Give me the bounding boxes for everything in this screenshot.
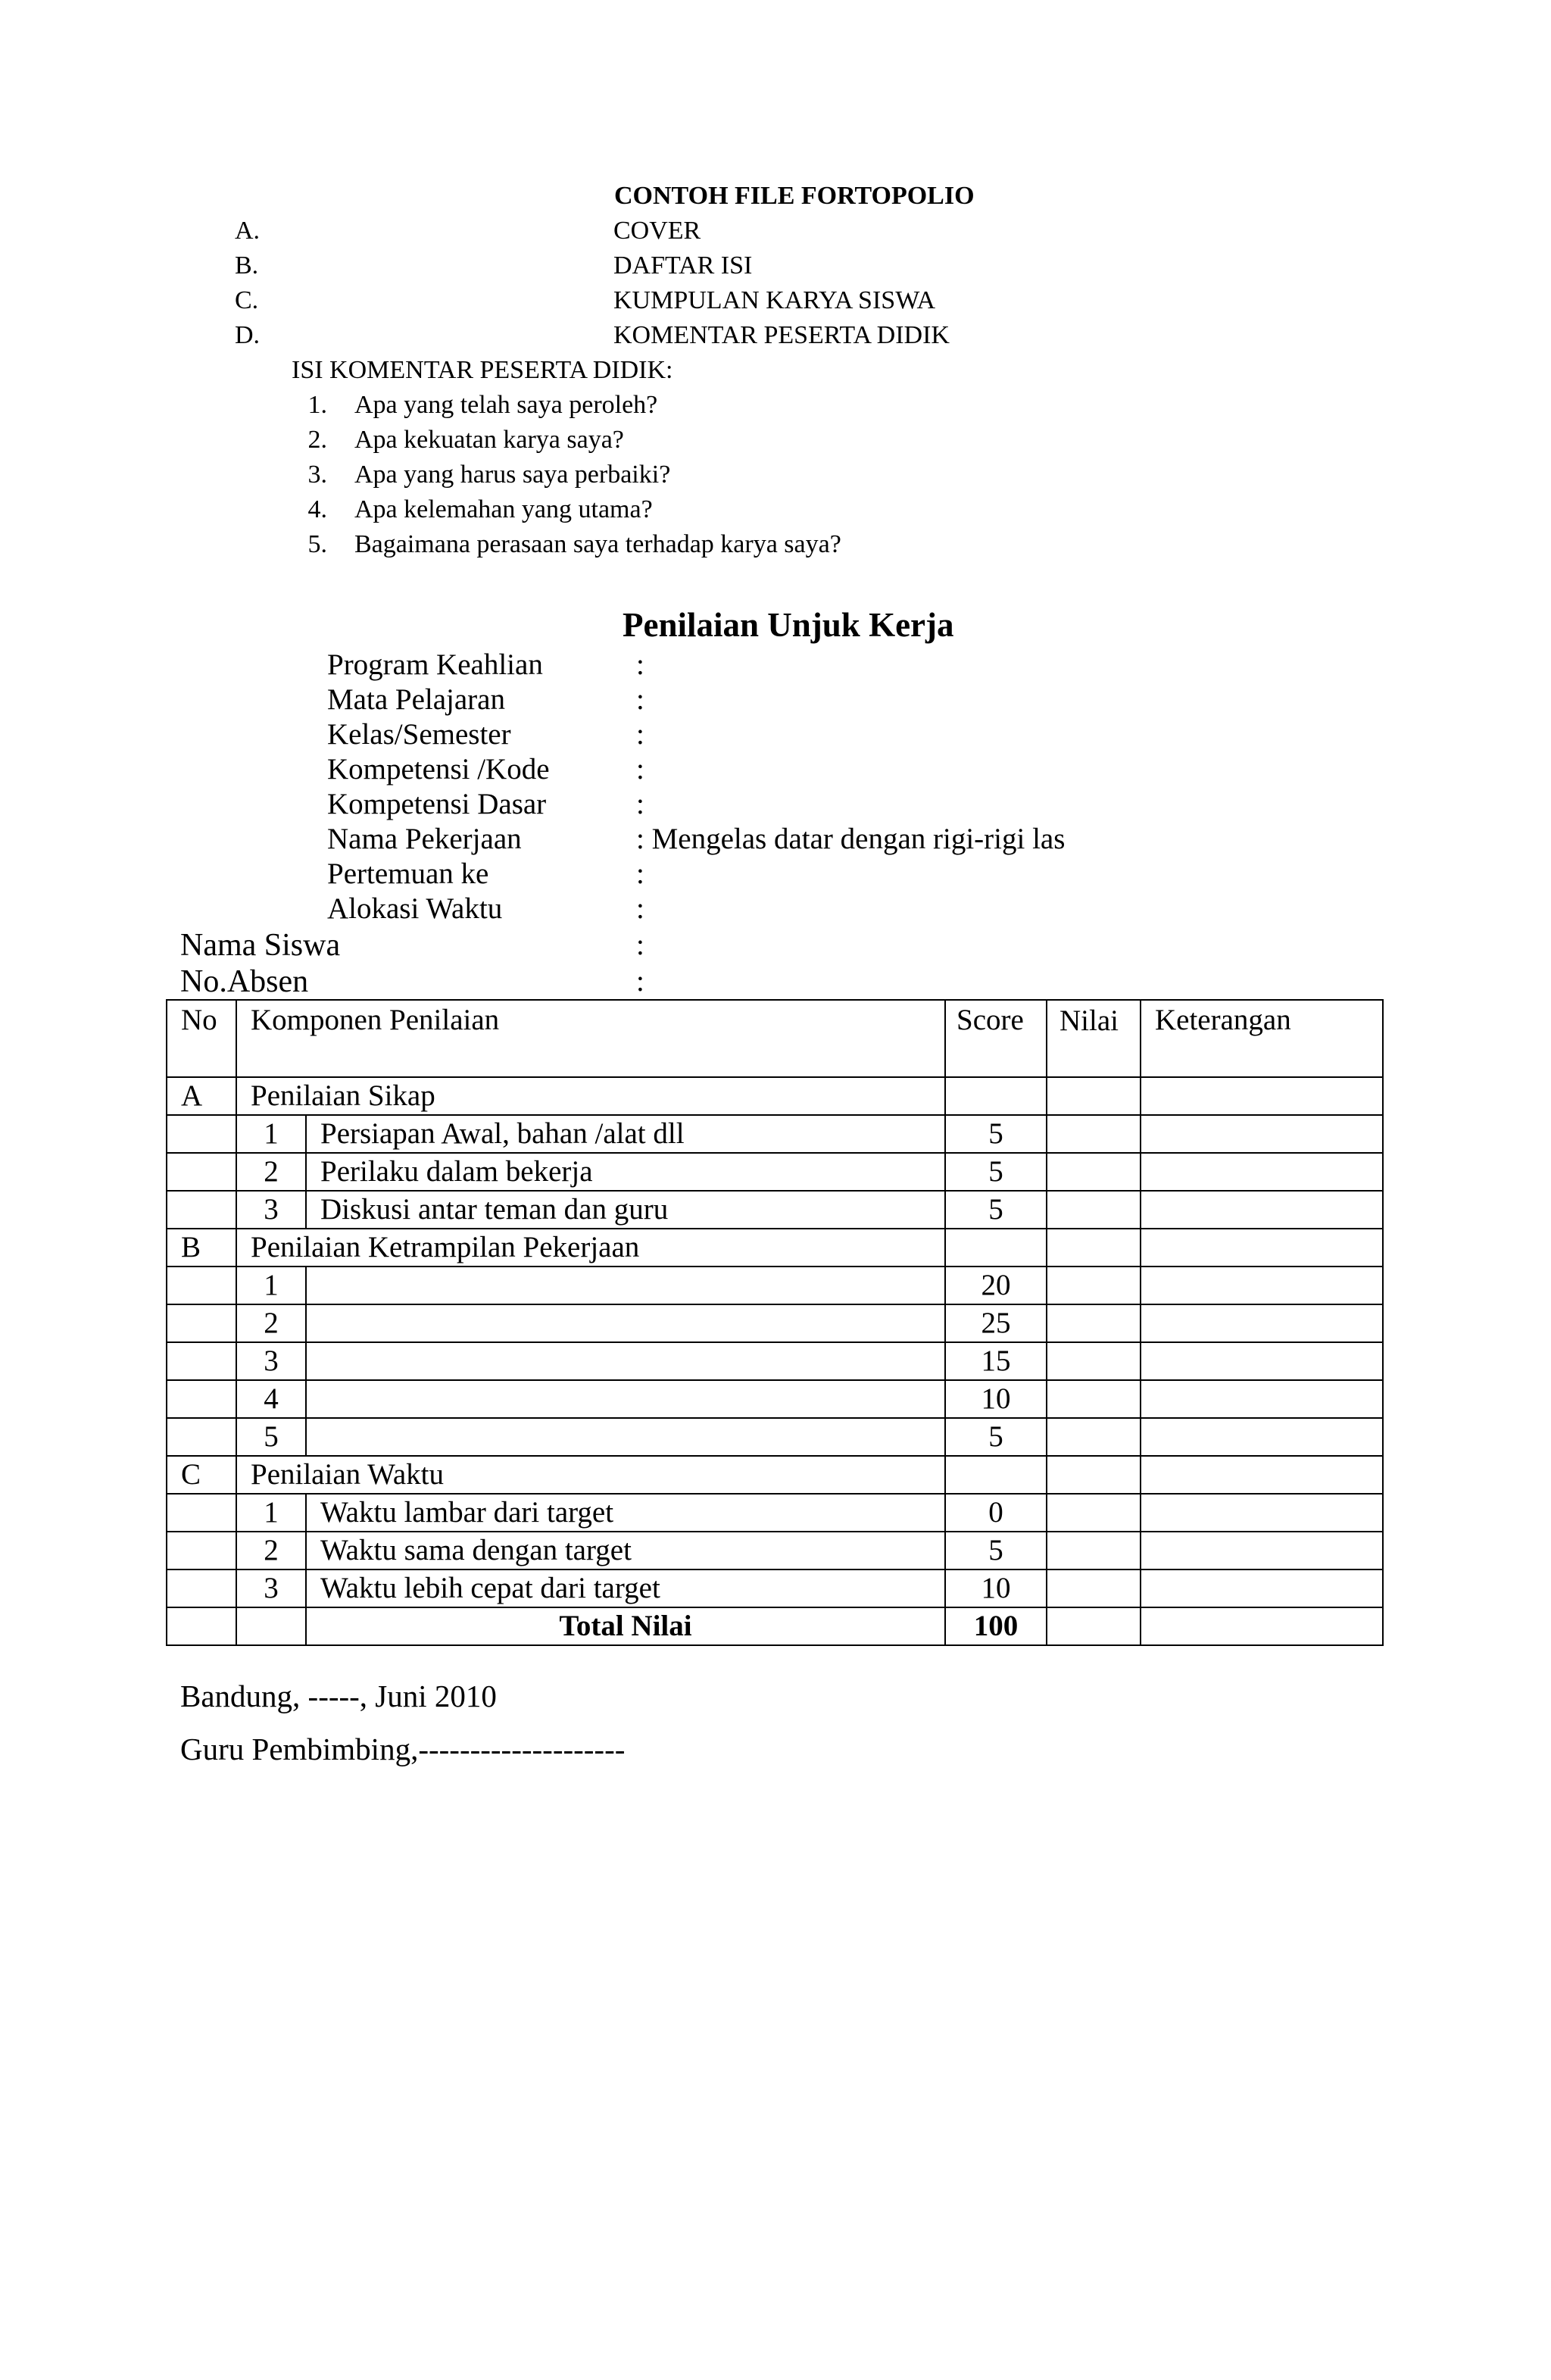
empty-cell (167, 1304, 236, 1342)
section-code: C (167, 1456, 236, 1494)
row-number: 3 (236, 1191, 306, 1229)
row-number: 3 (236, 1342, 306, 1380)
student-value: : (636, 929, 644, 961)
keterangan-cell (1141, 1077, 1383, 1115)
keterangan-cell (1141, 1115, 1383, 1153)
header-component: Komponen Penilaian (236, 1000, 945, 1077)
row-text: Persiapan Awal, bahan /alat dll (306, 1115, 945, 1153)
empty-cell (167, 1569, 236, 1607)
empty-cell (167, 1342, 236, 1380)
info-label: Alokasi Waktu (327, 892, 503, 925)
nilai-cell (1047, 1569, 1141, 1607)
total-label: Total Nilai (306, 1607, 945, 1645)
table-row (167, 1191, 1383, 1229)
section-title: Penilaian Sikap (236, 1077, 945, 1115)
empty-cell (167, 1380, 236, 1418)
section-title: Penilaian Ketrampilan Pekerjaan (236, 1229, 945, 1267)
row-number: 2 (236, 1532, 306, 1569)
nilai-cell (1047, 1267, 1141, 1304)
portfolio-item-letter: A. (235, 217, 261, 245)
score-cell (945, 1456, 1047, 1494)
table-row (167, 1380, 1383, 1418)
question-number: 5. (307, 530, 327, 558)
section-code: A (167, 1077, 236, 1115)
row-number: 1 (236, 1115, 306, 1153)
table-row (167, 1304, 1383, 1342)
comments-heading: ISI KOMENTAR PESERTA DIDIK: (292, 356, 673, 384)
question-number: 3. (307, 461, 327, 489)
header-no: No (167, 1000, 236, 1077)
nilai-cell (1047, 1456, 1141, 1494)
nilai-cell (1047, 1153, 1141, 1191)
keterangan-cell (1141, 1229, 1383, 1267)
keterangan-cell (1141, 1532, 1383, 1569)
question-number: 2. (307, 426, 327, 454)
portfolio-item-text: DAFTAR ISI (613, 251, 753, 280)
empty-cell (167, 1191, 236, 1229)
score-cell (945, 1077, 1047, 1115)
empty-cell (167, 1267, 236, 1304)
info-label: Kelas/Semester (327, 718, 511, 751)
question-text: Bagaimana perasaan saya terhadap karya saya? (354, 530, 841, 558)
nilai-cell (1047, 1607, 1141, 1645)
keterangan-cell (1141, 1191, 1383, 1229)
info-label: Program Keahlian (327, 648, 543, 681)
keterangan-cell (1141, 1267, 1383, 1304)
row-score: 5 (945, 1153, 1047, 1191)
info-label: Kompetensi /Kode (327, 753, 550, 786)
row-text: Waktu lambar dari target (306, 1494, 945, 1532)
row-text (306, 1267, 945, 1304)
info-value: : (636, 788, 644, 820)
row-text (306, 1304, 945, 1342)
nilai-cell (1047, 1380, 1141, 1418)
nilai-cell (1047, 1532, 1141, 1569)
question-text: Apa kekuatan karya saya? (354, 426, 624, 454)
portfolio-item-letter: B. (235, 251, 259, 280)
nilai-cell (1047, 1115, 1141, 1153)
question-text: Apa kelemahan yang utama? (354, 495, 653, 523)
portfolio-item-letter: C. (235, 286, 259, 314)
row-number: 1 (236, 1267, 306, 1304)
section-code: B (167, 1229, 236, 1267)
table-row (167, 1115, 1383, 1153)
row-text: Perilaku dalam bekerja (306, 1153, 945, 1191)
info-value: : (636, 892, 644, 925)
nilai-cell (1047, 1191, 1141, 1229)
info-label: Pertemuan ke (327, 857, 489, 890)
row-number: 1 (236, 1494, 306, 1532)
table-total-row (167, 1607, 1383, 1645)
assessment-table (166, 999, 1384, 1646)
portfolio-item-letter: D. (235, 321, 261, 349)
total-score: 100 (945, 1607, 1047, 1645)
empty-cell (167, 1607, 236, 1645)
student-value: : (636, 965, 644, 998)
table-row (167, 1532, 1383, 1569)
info-label: Kompetensi Dasar (327, 788, 547, 820)
portfolio-title: CONTOH FILE FORTOPOLIO (614, 182, 975, 210)
keterangan-cell (1141, 1569, 1383, 1607)
score-cell (945, 1229, 1047, 1267)
table-row (167, 1494, 1383, 1532)
table-row (167, 1267, 1383, 1304)
info-value: : (636, 718, 644, 751)
row-score: 20 (945, 1267, 1047, 1304)
header-score: Score (945, 1000, 1047, 1077)
info-value: : (636, 683, 644, 716)
row-score: 5 (945, 1191, 1047, 1229)
nilai-cell (1047, 1077, 1141, 1115)
keterangan-cell (1141, 1456, 1383, 1494)
info-label: Nama Pekerjaan (327, 823, 522, 855)
row-number: 2 (236, 1304, 306, 1342)
keterangan-cell (1141, 1494, 1383, 1532)
table-row (167, 1569, 1383, 1607)
keterangan-cell (1141, 1418, 1383, 1456)
nilai-cell (1047, 1342, 1141, 1380)
keterangan-cell (1141, 1304, 1383, 1342)
table-header-row (167, 1000, 1383, 1077)
row-score: 5 (945, 1418, 1047, 1456)
empty-cell (167, 1532, 236, 1569)
table-row (167, 1418, 1383, 1456)
student-label: Nama Siswa (180, 928, 341, 963)
portfolio-item-text: COVER (613, 217, 701, 245)
info-value: : Mengelas datar dengan rigi-rigi las (636, 823, 1066, 855)
row-score: 5 (945, 1115, 1047, 1153)
row-score: 25 (945, 1304, 1047, 1342)
row-number: 5 (236, 1418, 306, 1456)
row-text (306, 1342, 945, 1380)
row-text: Waktu sama dengan target (306, 1532, 945, 1569)
info-value: : (636, 857, 644, 890)
row-score: 5 (945, 1532, 1047, 1569)
signature-line: Guru Pembimbing,-------------------- (180, 1732, 626, 1766)
question-text: Apa yang telah saya peroleh? (354, 391, 658, 419)
nilai-cell (1047, 1229, 1141, 1267)
empty-cell (167, 1418, 236, 1456)
keterangan-cell (1141, 1342, 1383, 1380)
empty-cell (167, 1494, 236, 1532)
header-nilai: Nilai (1047, 1000, 1141, 1077)
row-number: 2 (236, 1153, 306, 1191)
row-text (306, 1380, 945, 1418)
empty-cell (167, 1115, 236, 1153)
question-text: Apa yang harus saya perbaiki? (354, 461, 671, 489)
row-text: Waktu lebih cepat dari target (306, 1569, 945, 1607)
row-text (306, 1418, 945, 1456)
empty-cell (167, 1153, 236, 1191)
nilai-cell (1047, 1304, 1141, 1342)
place-date: Bandung, -----, Juni 2010 (180, 1679, 497, 1713)
info-value: : (636, 648, 644, 681)
keterangan-cell (1141, 1380, 1383, 1418)
assessment-title: Penilaian Unjuk Kerja (623, 606, 954, 644)
section-title: Penilaian Waktu (236, 1456, 945, 1494)
info-value: : (636, 753, 644, 786)
table-section-row (167, 1077, 1383, 1115)
row-score: 15 (945, 1342, 1047, 1380)
table-row (167, 1153, 1383, 1191)
table-section-row (167, 1229, 1383, 1267)
row-score: 0 (945, 1494, 1047, 1532)
portfolio-item-text: KUMPULAN KARYA SISWA (613, 286, 936, 314)
table-row (167, 1342, 1383, 1380)
row-score: 10 (945, 1569, 1047, 1607)
row-score: 10 (945, 1380, 1047, 1418)
empty-cell (236, 1607, 306, 1645)
nilai-cell (1047, 1418, 1141, 1456)
info-label: Mata Pelajaran (327, 683, 505, 716)
row-number: 3 (236, 1569, 306, 1607)
row-text: Diskusi antar teman dan guru (306, 1191, 945, 1229)
row-number: 4 (236, 1380, 306, 1418)
keterangan-cell (1141, 1153, 1383, 1191)
student-label: No.Absen (180, 964, 309, 999)
question-number: 1. (307, 391, 327, 419)
table-section-row (167, 1456, 1383, 1494)
keterangan-cell (1141, 1607, 1383, 1645)
portfolio-item-text: KOMENTAR PESERTA DIDIK (613, 321, 950, 349)
question-number: 4. (307, 495, 327, 523)
header-keterangan: Keterangan (1141, 1000, 1383, 1077)
nilai-cell (1047, 1494, 1141, 1532)
